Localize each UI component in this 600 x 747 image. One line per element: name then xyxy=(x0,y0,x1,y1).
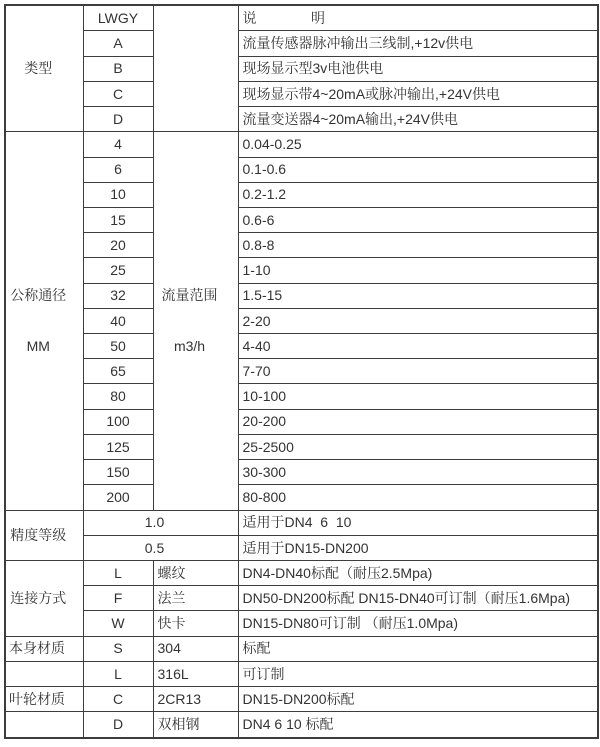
dn-cell: 15 xyxy=(83,207,153,232)
connection-code-cell: W xyxy=(83,611,153,636)
table-row xyxy=(5,611,598,636)
accuracy-grade-cell: 0.5 xyxy=(83,535,238,560)
dn-cell: 200 xyxy=(83,485,153,510)
model-code-cell: LWGY xyxy=(83,5,153,31)
material-label-empty-cell xyxy=(5,661,83,686)
material-name-cell: 316L xyxy=(153,661,238,686)
diameter-label-line1: 公称通径 xyxy=(10,287,67,304)
range-cell: 30-300 xyxy=(238,460,598,485)
range-cell: 10-100 xyxy=(238,384,598,409)
type-desc-cell: 流量变送器4~20mA输出,+24V供电 xyxy=(238,107,598,132)
range-cell: 0.2-1.2 xyxy=(238,182,598,207)
dn-cell: 20 xyxy=(83,233,153,258)
dn-cell: 50 xyxy=(83,334,153,359)
material-desc-cell: 标配 xyxy=(238,636,598,661)
range-cell: 2-20 xyxy=(238,308,598,333)
material-name-cell: 304 xyxy=(153,636,238,661)
table-row xyxy=(5,661,598,686)
connection-desc-cell: DN15-DN80可订制 （耐压1.0Mpa) xyxy=(238,611,598,636)
material-name-cell: 2CR13 xyxy=(153,687,238,712)
dn-cell: 150 xyxy=(83,460,153,485)
dn-cell: 32 xyxy=(83,283,153,308)
section-label-accuracy: 精度等级 xyxy=(5,510,83,560)
range-cell: 20-200 xyxy=(238,409,598,434)
range-cell: 0.6-6 xyxy=(238,207,598,232)
type-code-cell: C xyxy=(83,81,153,106)
material-label-empty-cell xyxy=(5,712,83,738)
table-row xyxy=(5,157,598,182)
type-desc-cell: 流量传感器脉冲输出三线制,+12v供电 xyxy=(238,31,598,56)
connection-code-cell: L xyxy=(83,561,153,586)
section-label-impeller-material: 叶轮材质 xyxy=(5,687,83,712)
table-row xyxy=(5,132,598,157)
type-code-cell: B xyxy=(83,56,153,81)
dn-cell: 10 xyxy=(83,182,153,207)
table-row xyxy=(5,535,598,560)
table-row xyxy=(5,510,598,535)
table-row xyxy=(5,586,598,611)
dn-cell: 4 xyxy=(83,132,153,157)
material-code-cell: L xyxy=(83,661,153,686)
accuracy-grade-cell: 1.0 xyxy=(83,510,238,535)
table-row xyxy=(5,207,598,232)
type-code-cell: D xyxy=(83,107,153,132)
flowmeter-spec-table xyxy=(4,4,599,739)
range-cell: 4-40 xyxy=(238,334,598,359)
section-label-connection: 连接方式 xyxy=(5,561,83,637)
material-desc-cell: 可订制 xyxy=(238,661,598,686)
table-row xyxy=(5,409,598,434)
material-desc-cell: DN4 6 10 标配 xyxy=(238,712,598,738)
material-code-cell: S xyxy=(83,636,153,661)
table-row xyxy=(5,485,598,510)
table-row xyxy=(5,434,598,459)
table-row xyxy=(5,712,598,738)
page xyxy=(0,4,600,747)
connection-name-cell: 螺纹 xyxy=(153,561,238,586)
table-row xyxy=(5,561,598,586)
flow-range-label-line2: m3/h xyxy=(173,337,206,354)
table-row xyxy=(5,687,598,712)
type-desc-cell: 现场显示带4~20mA或脉冲输出,+24V供电 xyxy=(238,81,598,106)
range-cell: 80-800 xyxy=(238,485,598,510)
dn-cell: 65 xyxy=(83,359,153,384)
table-row xyxy=(5,334,598,359)
table-row xyxy=(5,81,598,106)
section-label-type: 类型 xyxy=(5,5,83,132)
table-row xyxy=(5,283,598,308)
dn-cell: 6 xyxy=(83,157,153,182)
dn-cell: 100 xyxy=(83,409,153,434)
connection-name-cell: 快卡 xyxy=(153,611,238,636)
material-name-cell: 双相钢 xyxy=(153,712,238,738)
table-row xyxy=(5,384,598,409)
connection-desc-cell: DN50-DN200标配 DN15-DN40可订制（耐压1.6Mpa) xyxy=(238,586,598,611)
range-cell: 0.1-0.6 xyxy=(238,157,598,182)
table-row xyxy=(5,107,598,132)
range-cell: 1-10 xyxy=(238,258,598,283)
table-row xyxy=(5,258,598,283)
material-desc-cell: DN15-DN200标配 xyxy=(238,687,598,712)
connection-code-cell: F xyxy=(83,586,153,611)
table-row xyxy=(5,233,598,258)
table-row xyxy=(5,31,598,56)
flow-range-label-line1: 流量范围 xyxy=(161,287,218,304)
table-row xyxy=(5,182,598,207)
table-row xyxy=(5,359,598,384)
range-cell: 7-70 xyxy=(238,359,598,384)
dn-cell: 125 xyxy=(83,434,153,459)
table-row xyxy=(5,5,598,31)
dn-cell: 80 xyxy=(83,384,153,409)
flow-range-label-cell xyxy=(153,132,238,510)
type-desc-cell: 现场显示型3v电池供电 xyxy=(238,56,598,81)
range-cell: 25-2500 xyxy=(238,434,598,459)
desc-header-cell: 说 明 xyxy=(238,5,598,31)
range-cell: 0.8-8 xyxy=(238,233,598,258)
section-label-diameter xyxy=(5,132,83,510)
range-cell: 0.04-0.25 xyxy=(238,132,598,157)
accuracy-desc-cell: 适用于DN4 6 10 xyxy=(238,510,598,535)
type-code-cell: A xyxy=(83,31,153,56)
connection-desc-cell: DN4-DN40标配（耐压2.5Mpa) xyxy=(238,561,598,586)
accuracy-desc-cell: 适用于DN15-DN200 xyxy=(238,535,598,560)
dn-cell: 40 xyxy=(83,308,153,333)
material-code-cell: C xyxy=(83,687,153,712)
table-row xyxy=(5,308,598,333)
table-row xyxy=(5,636,598,661)
connection-name-cell: 法兰 xyxy=(153,586,238,611)
dn-cell: 25 xyxy=(83,258,153,283)
table-row xyxy=(5,56,598,81)
range-cell: 1.5-15 xyxy=(238,283,598,308)
section-label-body-material: 本身材质 xyxy=(5,636,83,661)
empty-spacer-cell xyxy=(153,5,238,132)
material-code-cell: D xyxy=(83,712,153,738)
table-row xyxy=(5,460,598,485)
diameter-label-line2: MM xyxy=(26,337,50,354)
